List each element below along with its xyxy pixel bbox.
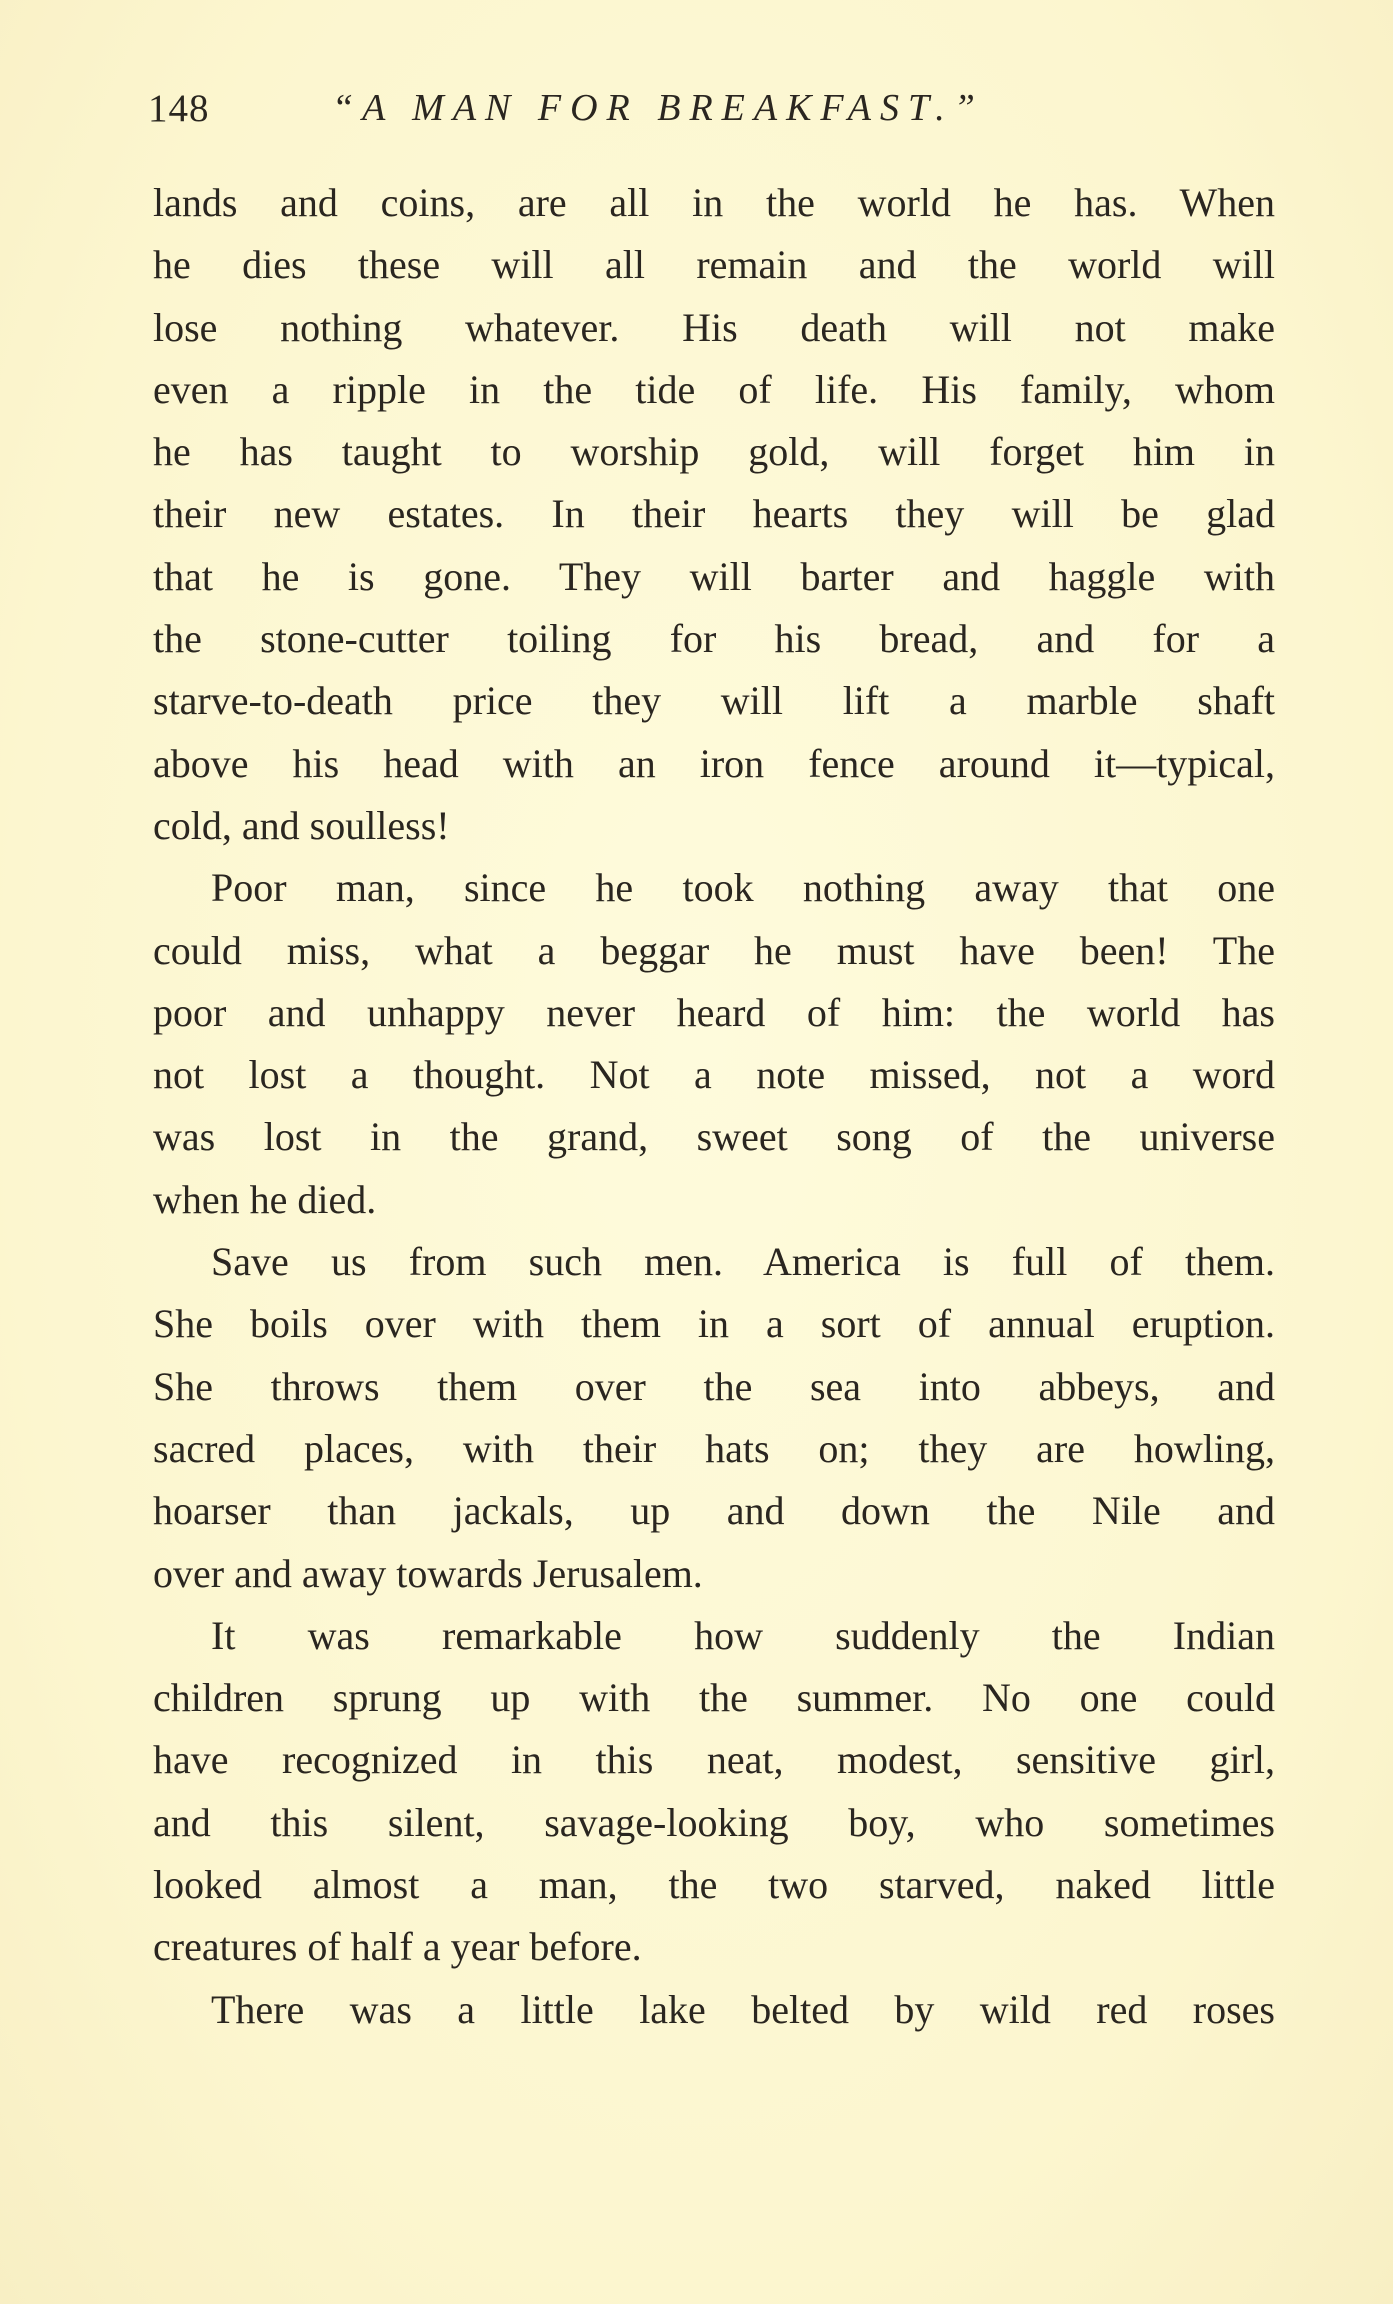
text-line: poor and unhappy never heard of him: the world has — [153, 989, 1275, 1035]
text-line: and this silent, savage-looking boy, who sometimes — [153, 1799, 1275, 1845]
paragraph — [153, 1231, 1275, 1605]
text-line: cold, and soulless! — [153, 802, 450, 848]
text-line: It was remarkable how suddenly the Indian — [211, 1612, 1275, 1658]
text-line: when he died. — [153, 1176, 377, 1222]
text-line: Save us from such men. America is full of them. — [211, 1239, 1275, 1285]
text-line: Poor man, since he took nothing away that one — [211, 865, 1275, 911]
text-line: above his head with an iron fence around it—typical, — [153, 740, 1275, 786]
text-line: could miss, what a beggar he must have been! The — [153, 927, 1275, 973]
text-line: hoarser than jackals, up and down the Nile and — [153, 1488, 1275, 1534]
text-line: looked almost a man, the two starved, naked little — [153, 1862, 1275, 1908]
text-line: even a ripple in the tide of life. His family, whom — [153, 366, 1275, 412]
paragraph — [153, 857, 1275, 1231]
running-head — [148, 86, 1288, 136]
paragraph — [153, 1979, 1275, 2041]
page-number: 148 — [148, 87, 210, 130]
text-line: was lost in the grand, sweet song of the universe — [153, 1114, 1275, 1160]
text-line: lose nothing whatever. His death will not make — [153, 304, 1275, 350]
text-line: There was a little lake belted by wild red roses — [211, 1986, 1275, 2032]
text-line: their new estates. In their hearts they will be glad — [153, 491, 1275, 537]
text-line: starve-to-death price they will lift a marble shaft — [153, 678, 1275, 724]
text-line: lands and coins, are all in the world he has. When — [153, 180, 1275, 225]
text-line: he dies these will all remain and the world will — [153, 242, 1275, 288]
body-text — [153, 172, 1275, 2041]
text-line: that he is gone. They will barter and haggle with — [153, 553, 1275, 599]
text-line: creatures of half a year before. — [153, 1924, 642, 1970]
text-line: he has taught to worship gold, will forget him in — [153, 429, 1275, 475]
text-line: have recognized in this neat, modest, sensitive girl, — [153, 1737, 1275, 1783]
text-line: sacred places, with their hats on; they are howling, — [153, 1425, 1275, 1471]
paragraph — [153, 1605, 1275, 1979]
text-line: the stone-cutter toiling for his bread, and for a — [153, 616, 1275, 662]
text-line: children sprung up with the summer. No one could — [153, 1675, 1275, 1721]
text-line: over and away towards Jerusalem. — [153, 1550, 703, 1596]
running-title: “A MAN FOR BREAKFAST.” — [332, 87, 984, 129]
text-line: She throws them over the sea into abbeys, and — [153, 1363, 1275, 1409]
paragraph — [153, 172, 1275, 857]
text-line: not lost a thought. Not a note missed, not a word — [153, 1052, 1275, 1098]
text-line: She boils over with them in a sort of annual eruption. — [153, 1301, 1275, 1347]
